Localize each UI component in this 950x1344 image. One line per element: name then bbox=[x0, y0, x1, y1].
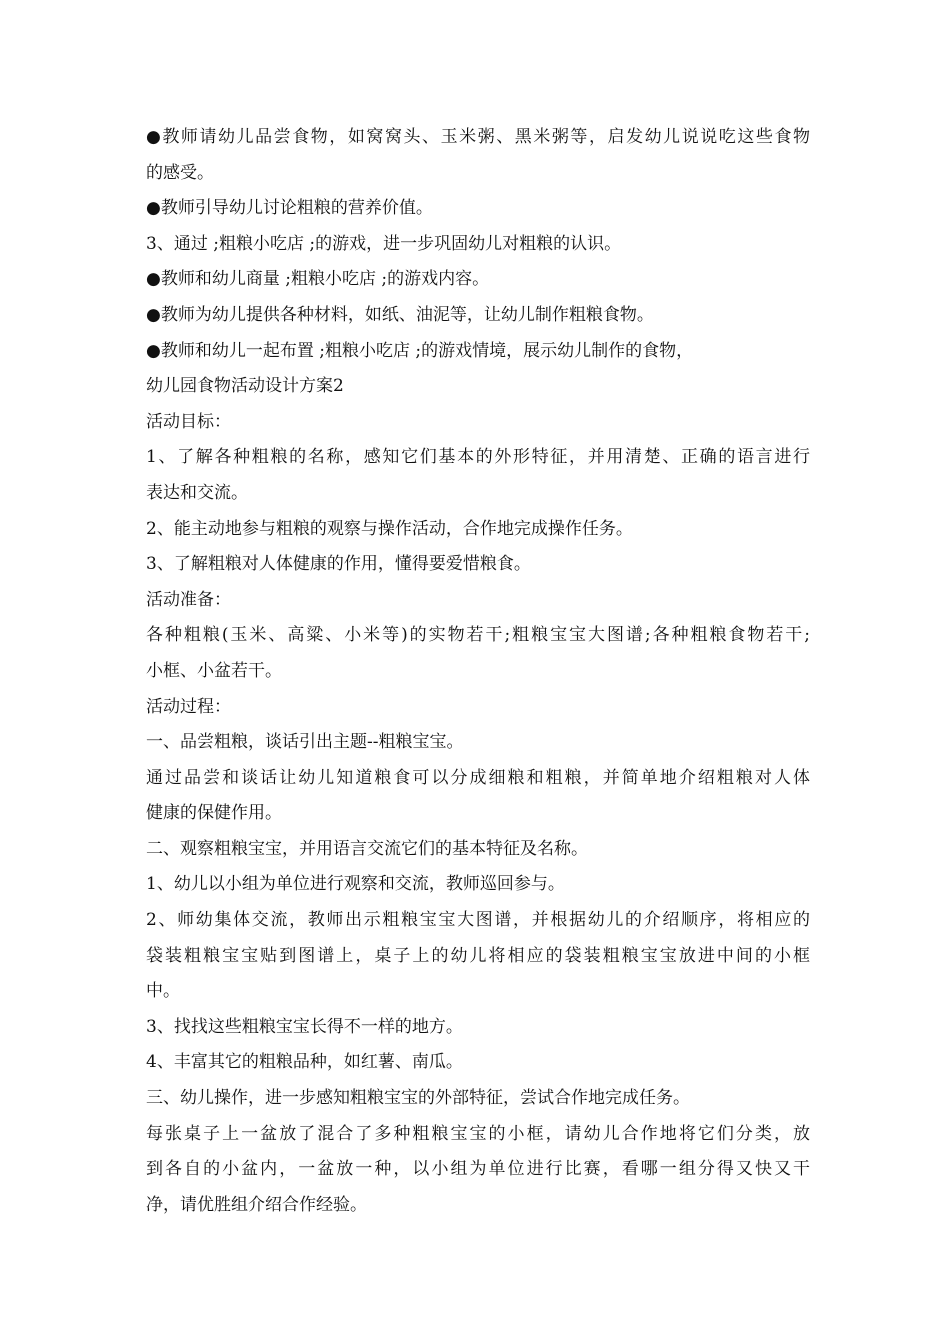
text-line: 活动目标： bbox=[146, 411, 231, 432]
text-line: ●教师和幼儿商量 ;粗粮小吃店 ;的游戏内容。 bbox=[146, 269, 490, 290]
text-line: 通过品尝和谈话让幼儿知道粮食可以分成细粮和粗粮，并简单地介绍粗粮对人体 bbox=[146, 767, 810, 788]
text-line: 二、观察粗粮宝宝，并用语言交流它们的基本特征及名称。 bbox=[146, 838, 588, 859]
text-line: 中。 bbox=[146, 981, 180, 1002]
text-line: 3、找找这些粗粮宝宝长得不一样的地方。 bbox=[146, 1016, 463, 1037]
text-line: 袋装粗粮宝宝贴到图谱上，桌子上的幼儿将相应的袋装粗粮宝宝放进中间的小框 bbox=[146, 945, 810, 966]
text-line: 4、丰富其它的粗粮品种，如红薯、南瓜。 bbox=[146, 1052, 463, 1073]
text-line: 每张桌子上一盆放了混合了多种粗粮宝宝的小框，请幼儿合作地将它们分类，放 bbox=[146, 1123, 810, 1144]
text-line: 净，请优胜组介绍合作经验。 bbox=[146, 1194, 367, 1215]
text-line: ●教师和幼儿一起布置 ;粗粮小吃店 ;的游戏情境，展示幼儿制作的食物， bbox=[146, 340, 694, 361]
text-line: ●教师引导幼儿讨论粗粮的营养价值。 bbox=[146, 198, 433, 219]
text-line: 小框、小盆若干。 bbox=[146, 660, 282, 681]
text-line: 3、了解粗粮对人体健康的作用，懂得要爱惜粮食。 bbox=[146, 554, 531, 575]
text-line: 各种粗粮(玉米、高粱、小米等)的实物若干;粗粮宝宝大图谱;各种粗粮食物若干; bbox=[146, 625, 810, 646]
text-line: 的感受。 bbox=[146, 162, 214, 183]
text-line: 活动过程： bbox=[146, 696, 231, 717]
text-line: 健康的保健作用。 bbox=[146, 803, 282, 824]
text-line: 三、幼儿操作，进一步感知粗粮宝宝的外部特征，尝试合作地完成任务。 bbox=[146, 1088, 690, 1109]
text-line: ●教师请幼儿品尝食物，如窝窝头、玉米粥、黑米粥等，启发幼儿说说吃这些食物 bbox=[146, 127, 810, 147]
text-line: 到各自的小盆内，一盆放一种，以小组为单位进行比赛，看哪一组分得又快又干 bbox=[146, 1159, 810, 1180]
text-line: ●教师为幼儿提供各种材料，如纸、油泥等，让幼儿制作粗粮食物。 bbox=[146, 304, 654, 325]
text-line: 2、能主动地参与粗粮的观察与操作活动，合作地完成操作任务。 bbox=[146, 518, 633, 539]
document-body bbox=[146, 120, 810, 1223]
text-line: 2、师幼集体交流，教师出示粗粮宝宝大图谱，并根据幼儿的介绍顺序，将相应的 bbox=[146, 910, 810, 931]
text-line: 活动准备： bbox=[146, 589, 231, 610]
text-line: 3、通过 ;粗粮小吃店 ;的游戏，进一步巩固幼儿对粗粮的认识。 bbox=[146, 233, 622, 254]
text-line: 表达和交流。 bbox=[146, 482, 248, 503]
text-line: 1、了解各种粗粮的名称，感知它们基本的外形特征，并用清楚、正确的语言进行 bbox=[146, 447, 810, 468]
text-line: 1、幼儿以小组为单位进行观察和交流，教师巡回参与。 bbox=[146, 874, 565, 895]
text-line: 幼儿园食物活动设计方案2 bbox=[146, 376, 344, 397]
text-line: 一、品尝粗粮，谈话引出主题--粗粮宝宝。 bbox=[146, 732, 464, 753]
